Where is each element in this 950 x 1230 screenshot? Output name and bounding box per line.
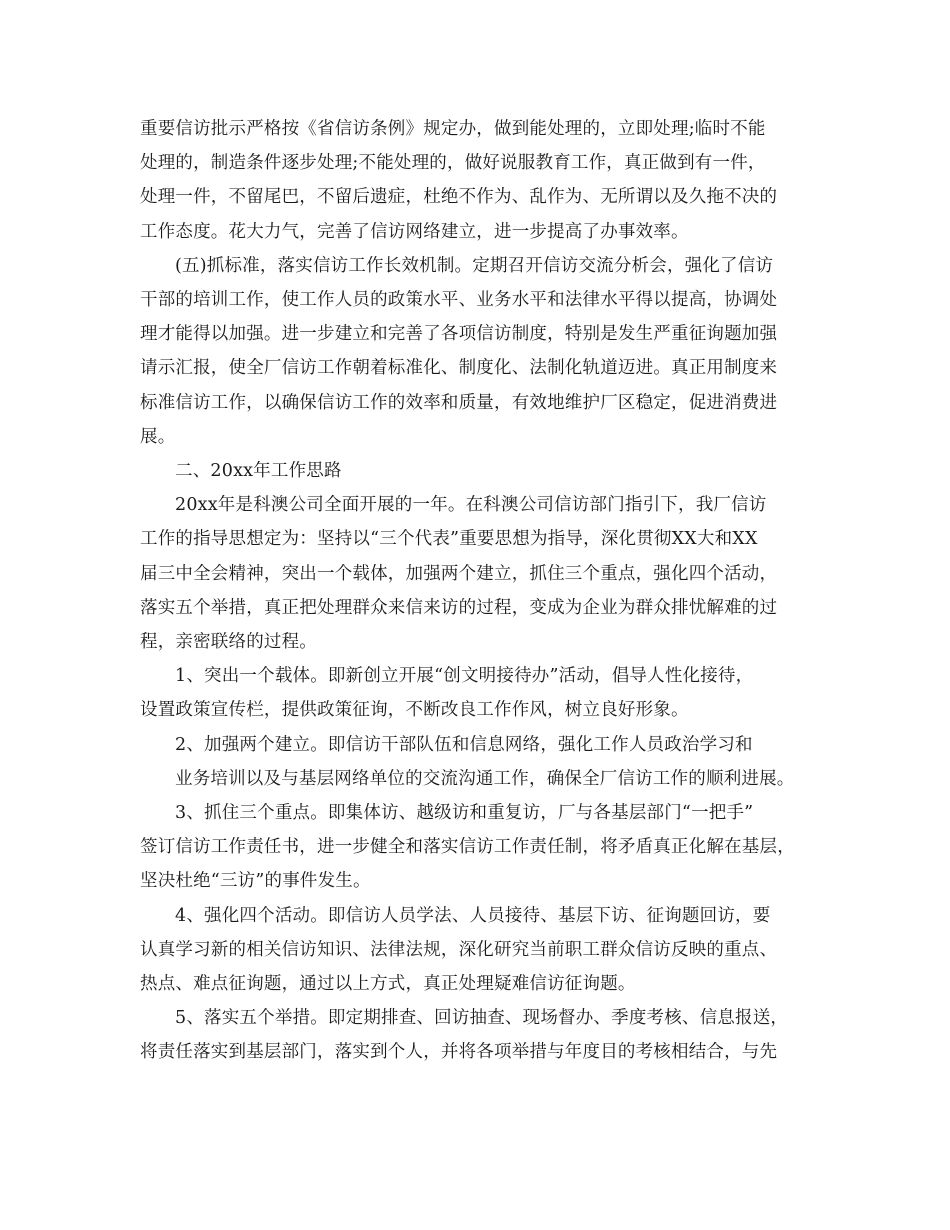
text-line: 1、突出一个载体。即新创立开展“创文明接待办”活动，倡导人性化接待， <box>175 666 754 687</box>
paragraph-guiding-ideology <box>140 488 820 659</box>
text-line: 将责任落实到基层部门，落实到个人，并将各项举措与年度目的考核相结合，与先 <box>140 1042 778 1063</box>
heading-text: 二、20xx年工作思路 <box>175 461 342 482</box>
paragraph-item-3 <box>140 796 820 899</box>
text-line: 设置政策宣传栏，提供政策征询，不断改良工作作风，树立良好形象。 <box>140 700 689 721</box>
section-heading <box>140 454 820 488</box>
paragraph-item-1 <box>140 659 820 727</box>
paragraph-handling-principles <box>140 112 820 249</box>
paragraph-section-five <box>140 249 820 454</box>
text-line: 工作的指导思想定为：坚持以“三个代表”重要思想为指导，深化贯彻XX大和XX <box>140 529 758 550</box>
text-line: 认真学习新的相关信访知识、法律法规，深化研究当前职工群众信访反映的重点、 <box>140 939 778 960</box>
text-line: 热点、难点征询题，通过以上方式，真正处理疑难信访征询题。 <box>140 974 636 995</box>
paragraph-item-2 <box>140 728 820 796</box>
text-line: 理才能得以加强。进一步建立和完善了各项信访制度，特别是发生严重征询题加强 <box>140 324 778 345</box>
text-line: 2、加强两个建立。即信访干部队伍和信息网络，强化工作人员政治学习和 <box>175 734 753 755</box>
text-line: 3、抓住三个重点。即集体访、越级访和重复访，厂与各基层部门“一把手” <box>175 803 754 824</box>
text-line: 签订信访工作责任书，进一步健全和落实信访工作责任制，将矛盾真正化解在基层， <box>140 837 795 858</box>
text-line: 落实五个举措，真正把处理群众来信来访的过程，变成为企业为群众排忧解难的过 <box>140 597 778 618</box>
text-line: 4、强化四个活动。即信访人员学法、人员接待、基层下访、征询题回访，要 <box>175 905 771 926</box>
text-line: 届三中全会精神，突出一个载体，加强两个建立，抓住三个重点，强化四个活动， <box>140 563 778 584</box>
text-line: 5、落实五个举措。即定期排查、回访抽查、现场督办、季度考核、信息报送， <box>175 1008 789 1029</box>
text-line: 标准信访工作，以确保信访工作的效率和质量，有效地维护厂区稳定，促进消费进 <box>140 392 778 413</box>
text-line: 业务培训以及与基层网络单位的交流沟通工作，确保全厂信访工作的顺利进展。 <box>175 768 795 789</box>
text-line: 处理一件，不留尾巴，不留后遗症，杜绝不作为、乱作为、无所谓以及久拖不决的 <box>140 187 778 208</box>
text-line: 重要信访批示严格按《省信访条例》规定办，做到能处理的，立即处理;临时不能 <box>140 119 766 139</box>
text-line: 干部的培训工作，使工作人员的政策水平、业务水平和法律水平得以提高，协调处 <box>140 290 778 311</box>
text-line: 请示汇报，使全厂信访工作朝着标准化、制度化、法制化轨道迈进。真正用制度来 <box>140 358 778 379</box>
text-line: 20xx年是科澳公司全面开展的一年。在科澳公司信访部门指引下，我厂信访 <box>175 495 767 516</box>
text-line: 处理的，制造条件逐步处理;不能处理的，做好说服教育工作，真正做到有一件， <box>140 153 766 174</box>
text-line: (五)抓标准，落实信访工作长效机制。定期召开信访交流分析会，强化了信访 <box>175 255 774 276</box>
paragraph-item-4 <box>140 899 820 1002</box>
text-line: 展。 <box>140 426 176 447</box>
text-line: 工作态度。花大力气，完善了信访网络建立，进一步提高了办事效率。 <box>140 221 689 242</box>
document-body <box>140 112 820 1070</box>
paragraph-item-5 <box>140 1001 820 1069</box>
text-line: 坚决杜绝“三访”的事件发生。 <box>140 871 371 892</box>
text-line: 程，亲密联络的过程。 <box>140 632 317 653</box>
